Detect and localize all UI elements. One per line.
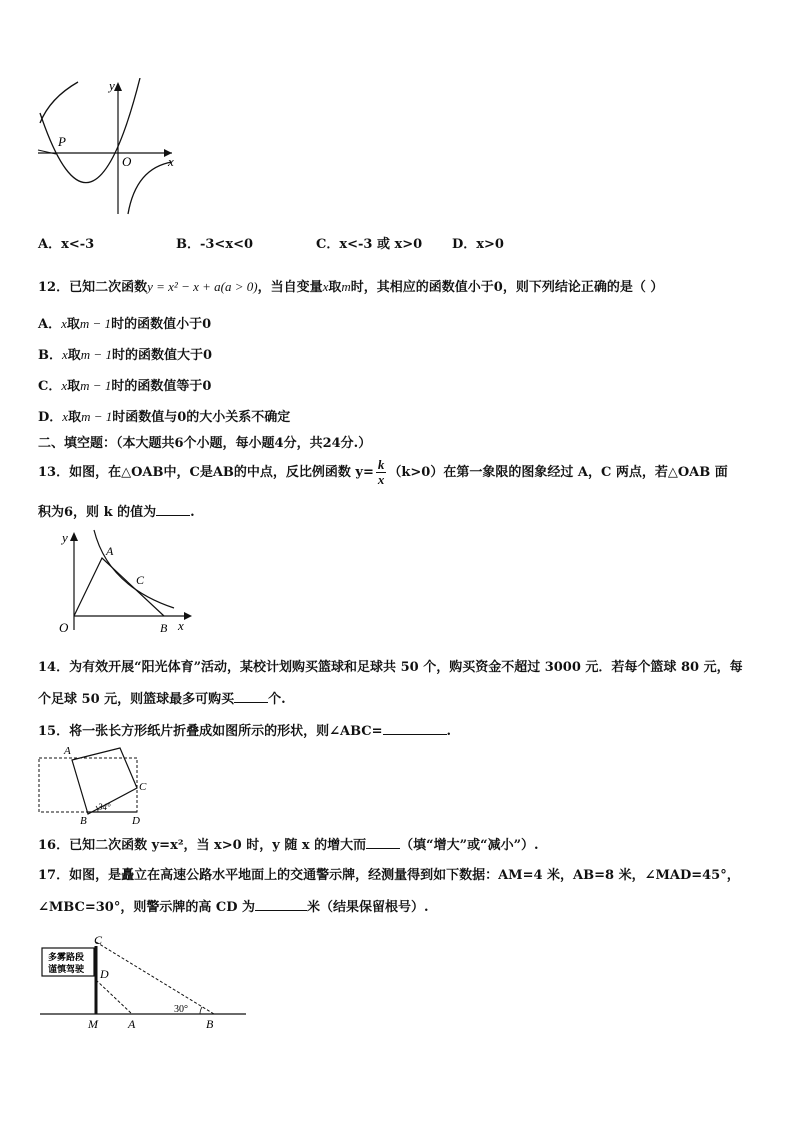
q16-text-end: （填“增大”或“减小”）. [400, 838, 539, 853]
fig15-label-a: A [64, 745, 71, 757]
q15-figure [36, 742, 156, 826]
q12-option-label: B． [38, 348, 62, 363]
q12-post: 时，其相应的函数值小于0，则下列结论正确的是（ ） [350, 280, 664, 295]
fig17-label-b: B [206, 1017, 214, 1031]
q15-text-end: . [446, 724, 452, 739]
q13-text-b: （k>0）在第一象限的图象经过 A，C 两点，若△OAB 面 [388, 465, 728, 480]
q17-answer-blank[interactable] [255, 898, 307, 911]
q17-text-b: 米（结果保留根号）. [307, 900, 429, 915]
q12-option-var: x [62, 347, 68, 362]
q12-option-text: 时的函数值等于0 [111, 379, 212, 394]
q11-option-a: A．x<-3 [38, 237, 95, 252]
q12-option-label: D． [38, 410, 63, 425]
q12-option-expr: m − 1 [79, 316, 112, 331]
q12-pre: 已知二次函数 [69, 280, 148, 295]
fig17-label-d: D [100, 967, 109, 981]
q12-option-c [38, 375, 211, 394]
sign-text-2: 谨慎驾驶 [48, 964, 85, 974]
hyperbola-curve [94, 530, 174, 608]
q17-line2 [38, 896, 429, 915]
fig15-angle-label: 34° [98, 802, 111, 812]
q12-option-d [38, 406, 290, 425]
q12-option-b [38, 344, 212, 363]
q17-figure [36, 932, 250, 1036]
fig11-label-p: P [58, 134, 66, 149]
y-axis-arrow [114, 82, 122, 91]
q14-text: 个足球 50 元，则篮球最多可购买 [38, 692, 235, 707]
q12-option-text: 时的函数值小于0 [111, 317, 212, 332]
fig15-label-c: C [139, 781, 147, 793]
q12-option-expr: m − 1 [80, 378, 112, 393]
fig13-label-o: O [59, 620, 69, 635]
q12-option-qu: 取 [67, 379, 81, 394]
q12-option-text: 时函数值与0的大小关系不确定 [112, 410, 291, 425]
q16-answer-blank[interactable] [366, 836, 400, 849]
q13-text-end: . [190, 505, 195, 520]
q12-option-expr: m − 1 [80, 347, 112, 362]
q14-line2 [38, 688, 286, 707]
q13-text-c: 积为6，则 k 的值为 [38, 505, 157, 520]
q12-number: 12． [38, 280, 70, 295]
q17-text-a: ∠MBC=30°，则警示牌的高 CD 为 [38, 900, 256, 915]
q13-frac-den: x [377, 472, 385, 487]
q13-line1 [38, 458, 728, 487]
q12-option-qu: 取 [66, 317, 80, 332]
fig11-label-x: x [168, 154, 174, 169]
line-cb [96, 942, 214, 1014]
section-heading: 二、填空题：（本大题共6个小题，每小题4分，共24分.） [38, 436, 372, 451]
q13-fraction [376, 458, 387, 487]
fig17-label-a: A [128, 1017, 136, 1031]
q12-var-m: m [341, 279, 351, 294]
q15-text: 15．将一张长方形纸片折叠成如图所示的形状，则∠ABC= [38, 724, 383, 739]
angle-arc [200, 1007, 202, 1014]
fig15-label-b: B [80, 815, 87, 826]
q16-stem [38, 834, 539, 853]
q14-line1: 14．为有效开展“阳光体育”活动，某校计划购买篮球和足球共 50 个，购买资金不超过 3000 元．若每个篮球 80 元，每 [38, 660, 743, 675]
q13-figure [50, 528, 200, 638]
q12-option-label: A． [38, 317, 62, 332]
y-axis-arrow [70, 532, 78, 541]
line-da [96, 980, 132, 1014]
q12-formula: y = x² − x + a(a > 0) [147, 279, 258, 294]
q12-option-var: x [61, 378, 68, 393]
q11-option-c: C．x<-3 或 x>0 [316, 237, 423, 252]
q12-mid: ，当自变量 [257, 280, 323, 295]
x-axis-arrow [184, 612, 192, 620]
q13-text-a: 13．如图，在△OAB中，C是AB的中点，反比例函数 y= [38, 465, 374, 480]
q13-frac-num: k [377, 457, 385, 472]
original-rectangle [39, 758, 137, 812]
q12-mid2: 取 [328, 280, 342, 295]
q14-answer-blank[interactable] [234, 690, 268, 703]
sign-text-1: 多雾路段 [48, 952, 85, 962]
q12-option-label: C． [38, 379, 62, 394]
fig13-label-c: C [136, 573, 145, 587]
triangle-oab [74, 558, 164, 616]
q12-option-text: 时的函数值大于0 [111, 348, 213, 363]
q12-option-qu: 取 [67, 348, 81, 363]
fig13-label-b: B [160, 621, 168, 635]
q12-option-var: x [62, 409, 69, 424]
hyperbola-branch-4 [128, 162, 172, 214]
q13-answer-blank[interactable] [156, 503, 190, 516]
fig13-label-a: A [106, 544, 114, 558]
q11-option-b: B．-3<x<0 [176, 237, 254, 252]
q15-stem [38, 720, 451, 739]
q12-option-expr: m − 1 [81, 409, 113, 424]
q12-option-var: x [61, 316, 67, 331]
fig13-label-x: x [178, 618, 184, 633]
hyperbola-branch-2 [40, 82, 78, 123]
q14-text-end: 个. [268, 692, 286, 707]
fig11-label-o: O [122, 154, 132, 169]
fig17-angle-label: 30° [174, 1004, 188, 1015]
fig13-label-y: y [62, 530, 68, 545]
q12-var-x: x [322, 279, 329, 294]
q17-line1: 17．如图，是矗立在高速公路水平地面上的交通警示牌，经测量得到如下数据：AM=4 米，AB=8 米，∠MAD=45°， [38, 868, 740, 883]
fig11-label-y: y [109, 78, 115, 93]
q13-line2 [38, 501, 195, 520]
q11-figure [32, 78, 182, 218]
q12-stem [38, 276, 663, 295]
q12-option-qu: 取 [68, 410, 82, 425]
fig15-label-d: D [132, 815, 140, 826]
fig17-label-c: C [94, 933, 103, 947]
q15-answer-blank[interactable] [383, 722, 447, 735]
fig17-label-m: M [88, 1017, 98, 1031]
q12-option-a [38, 313, 211, 332]
q16-text: 16．已知二次函数 y=x²，当 x>0 时，y 随 x 的增大而 [38, 838, 367, 853]
q11-option-d: D．x>0 [452, 237, 504, 252]
